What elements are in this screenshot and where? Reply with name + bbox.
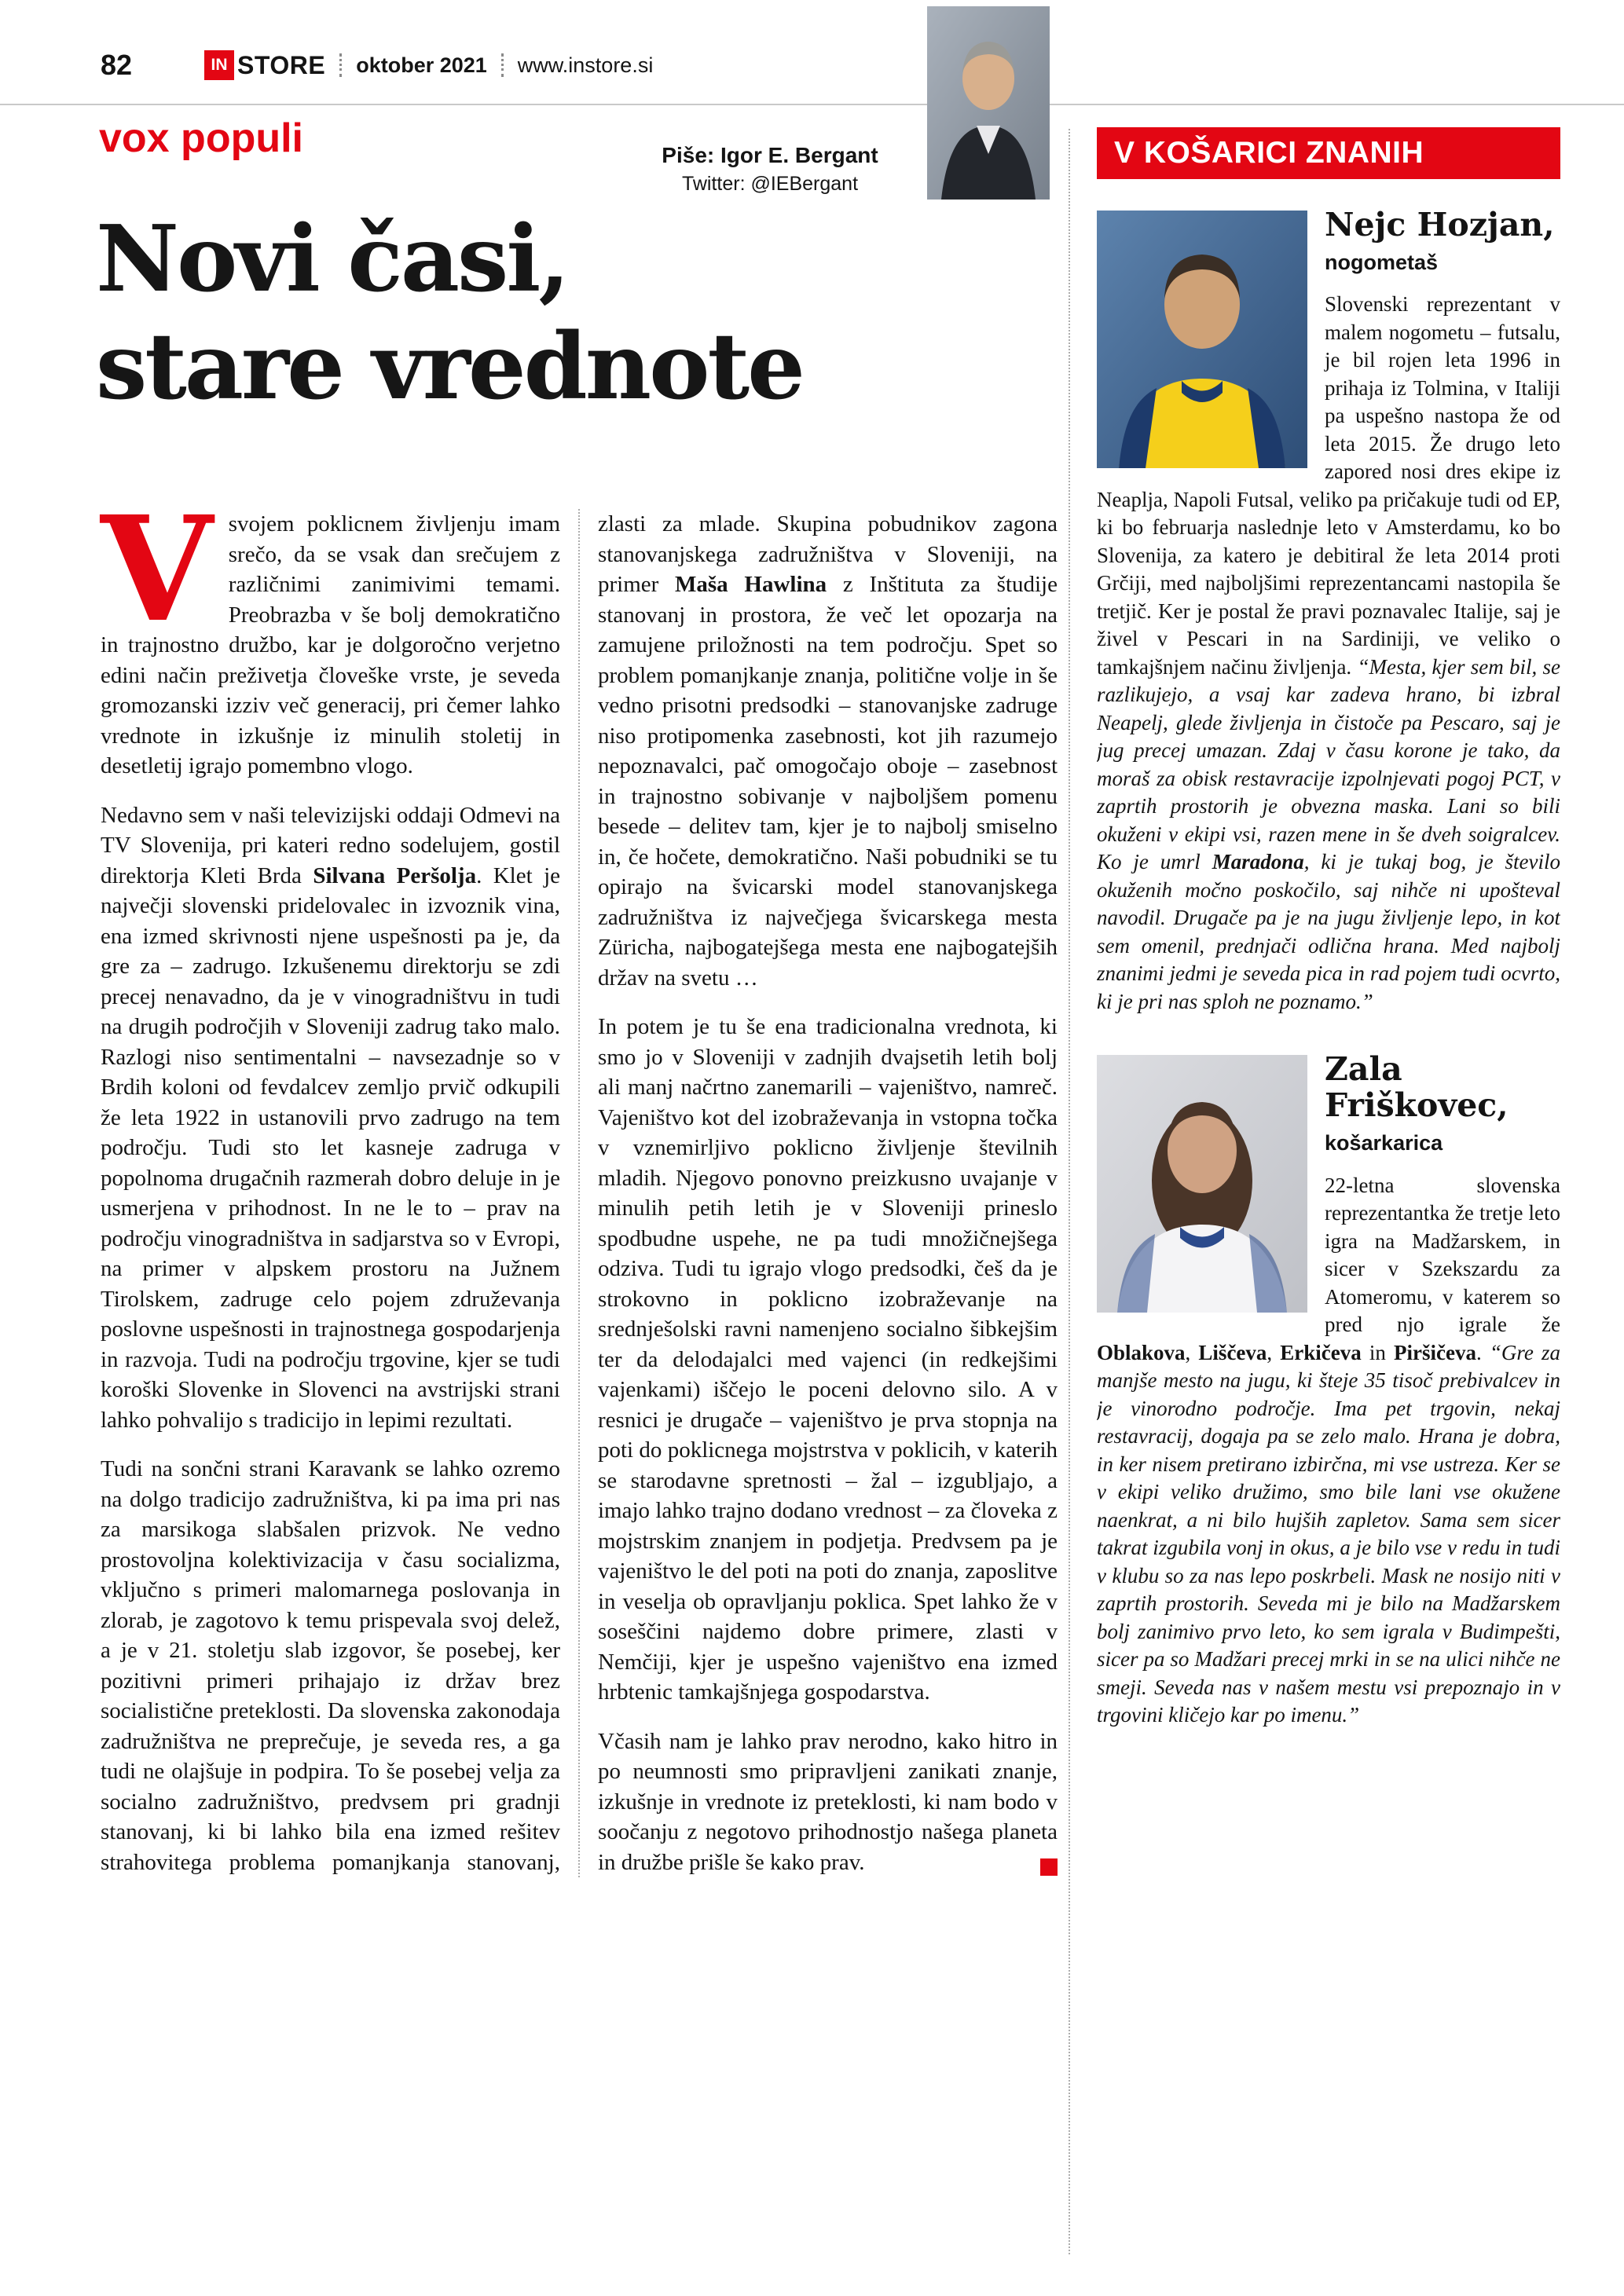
page-header	[101, 49, 1561, 82]
headline-line-1: Novi časi,	[96, 206, 568, 313]
byline-twitter: Twitter: @IEBergant	[681, 173, 859, 195]
instore-logo	[204, 50, 325, 80]
paragraph-text: Včasih nam je lahko prav nerodno, kako hitro in po neumnosti smo pripravljeni zanikati znanje, izkušnje in vrednote iz preteklosti, ki nam bodo v soočanju z negotovo prihodnostjo našega planeta in družbe prišle še kako prav.	[598, 1728, 1058, 1875]
paragraph	[598, 1012, 1058, 1708]
header-rule	[0, 104, 1624, 105]
separator-text: in	[1361, 1340, 1395, 1364]
paragraph-text: Nedavno sem v naši televizijski oddaji Odmevi na TV Slovenija, pri kateri redno sodelujem, gostil direktorja Kleti Brda	[101, 802, 560, 888]
sidebar-divider	[1069, 129, 1070, 2254]
bold-name: Maša Hawlina	[675, 572, 827, 597]
separator-text: .	[1476, 1340, 1490, 1364]
profile-role: nogometaš	[1325, 250, 1439, 274]
profile-intro: Slovenski reprezentant v malem nogometu – futsalu, je bil rojen leta 1996 in prihaja iz Tolmina, v Italiji pa uspešno nastopa že od leta 2015. Že drugo leto zapored nosi dres ekipe iz Neaplja, Napoli Futsal, veliko pa pričakuje tudi od EP, ki bo februarja naslednje leto v Amsterdamu, ko bo Slovenija, za katero je debitiral že leta 2014 proti Grčiji, med najboljšimi reprezentancami nastopila še tretjič. Ker je postal že pravi poznavalec Italije, saj je živel v Pescari in na Sardiniji, ve veliko o tamkajšnjem načinu življenja.	[1097, 292, 1560, 679]
article-headline	[96, 206, 1066, 421]
byline-author: Piše: Igor E. Bergant	[662, 143, 878, 167]
futsal-player-illustration	[1097, 211, 1307, 468]
paragraph	[101, 485, 560, 782]
drop-cap: V	[101, 485, 213, 654]
separator-text: ,	[1267, 1340, 1281, 1364]
header-separator	[339, 53, 342, 77]
bold-name: Silvana Peršolja	[313, 862, 477, 888]
byline	[625, 143, 915, 196]
author-portrait-illustration	[927, 6, 1050, 200]
bold-name: Erkičeva	[1280, 1340, 1362, 1364]
paragraph	[101, 800, 560, 1436]
profile-zala-friskovec	[1097, 1052, 1560, 1729]
bold-name: Piršičeva	[1394, 1340, 1476, 1364]
profile-quote: “Mesta, kjer sem bil, se razlikujejo, a vsaj kar zadeva hrano, bi izbral Neapelj, glede življenja in čistoče pa Pescaro, saj je jug precej umazan. Zdaj v času korone je tako, da moraš za obisk restavracije izpolnjevati pogoj PCT, v zaprtih prostorih je obvezna maska. Lani so bili okuženi v ekipi vsi, razen mene in še dveh soigralcev. Ko je umrl	[1097, 654, 1560, 874]
profile-nejc-hozjan	[1097, 207, 1560, 1016]
separator-text: ,	[1185, 1340, 1199, 1364]
bold-name: Liščeva	[1198, 1340, 1267, 1364]
paragraph-text: z Inštituta za študije stanovanj in prostora, že več let opozarja na zamujene priložnosti na tem področju. Spet so problem pomanjkanje znanja, politične volje in še vedno prisotni predsodki – stanovanjske zadruge niso protipomenka zasebnosti, kot jih razumejo nepoznavalci, pač omogočajo oboje – zasebnost in trajnostno sobivanje v najboljšem pomenu besede – delitev tam, kjer je to najbolj smiselno in, če hočete, demokratično. Naši pobudniki se tu opirajo na švicarski model stanovanjskega zadružništva iz največjega švicarskega mesta Züricha, najbogatejšega mesta ene najbogatejših držav na svetu …	[598, 572, 1058, 991]
sidebar	[1097, 127, 1560, 2273]
bold-name: Oblakova	[1097, 1340, 1186, 1364]
basketball-player-illustration	[1097, 1055, 1307, 1313]
sidebar-title: V KOŠARICI ZNANIH	[1097, 127, 1560, 179]
page-number: 82	[101, 49, 133, 81]
end-mark	[1040, 1858, 1058, 1876]
paragraph-text: In potem je tu še ena tradicionalna vrednota, ki smo jo v Sloveniji v zadnjih dvajsetih letih bolj ali manj načrtno zanemarili – vajeništvo, namreč. Vajeništvo kot del izobraževanja in vstopna točka v vznemirljivo poklicno življenje številnih mladih. Njegovo ponovno preizkusno uvajanje v minulih petih letih je v Sloveniji prineslo spodbudne uspehe, ne pa tudi množičnejšega odziva. Tudi tu igrajo vlogo predsodki, češ da je strokovno in poklicno izobraževanje na srednješolski ravni namenjeno socialno šibkejšim ter da delodajalci med vajenci (in redkejšimi vajenkami) iščejo le poceni delovno silo. A v resnici je drugače – vajeništvo je prva stopnja na poti do poklicnega mojstrstva v poklicih, v katerih se starodavne spretnosti – žal – izgubljajo, a imajo lahko trajno dodano vrednost – za človeka z mojstrskim znanjem in podjetja. Predvsem pa je vajeništvo le del poti na poti do znanja, zaposlitve in veselja ob opravljanju poklica. Spet lahko že v soseščini najdemo dobre primere, zlasti v Nemčiji, kjer je uspešno vajeništvo ena izmed hrbtenic tamkajšnjega gospodarstva.	[598, 1014, 1058, 1705]
bold-name: Maradona	[1212, 850, 1304, 874]
website-url: www.instore.si	[517, 53, 654, 77]
logo-store-text: STORE	[237, 50, 326, 79]
profile-role: košarkarica	[1325, 1131, 1443, 1155]
section-title: vox populi	[99, 115, 303, 161]
paragraph	[598, 1727, 1058, 1878]
profile-intro: 22-letna slovenska reprezentantka že tretje leto igra na Madžarskem, in sicer v Szekszardu za Atomeromu, v katerem so pred njo igrale že	[1325, 1173, 1560, 1336]
article-body	[101, 485, 1058, 1877]
paragraph-text: Tudi na sončni strani Karavank se lahko ozremo na dolgo tradicijo zadružništva, ki pa ima pri nas za marsikoga slabšalen prizvok. Ne vedno prostovoljna kolektivizacija v času socializma, vključno s primeri malomarnega poslovanja in zlorab, je zagotovo k temu prispevala svoj delež, a je v 21. stoletju slab izgovor, še posebej, ker pozitivni primeri prihajajo iz držav brez socialistične preteklosti. Da slovenska zakonodaja zadružništva ne preprečuje, je seveda res, a ga tudi ne olajšuje in podpira. To še posebej velja za socialno zadružništvo, predvsem pri gradnji stanovanj, ki bi lahko bila ena izmed rešitev strahovitega problema pomanjkanja stanovanj, zlasti za mlade. Skupina pobudnikov zagona stanovanjskega zadružništva v Sloveniji, na primer	[101, 511, 1058, 1875]
issue-date: oktober 2021	[356, 53, 487, 77]
profile-photo-nejc	[1097, 211, 1307, 468]
profile-name: Zala Friškovec,	[1325, 1050, 1509, 1125]
profile-quote: , ki je tukaj bog, je število okuženih močno poskočilo, saj nihče ni upošteval navodil. Drugače pa je na jugu življenje lepo, in kot sem omenil, prednjači odlična hrana. Med najbolj znanimi jedmi je seveda pica in rad pojem tudi ocvrto, ki je pri nas sploh ne poznamo.”	[1097, 850, 1560, 1013]
profile-quote: “Gre za manjše mesto na jugu, ki šteje 35 tisoč prebivalcev in je vinorodno področje. Ima pet trgovin, nekaj restavracij, dogaja pa se zelo malo. Hrana je dobra, in ker nisem pretirano izbirčna, mi vse ustreza. Ker se v ekipi veliko družimo, smo bile lani vse okužene naenkrat, a ni bilo hujših zapletov. Sama sem sicer takrat izgubila vonj in okus, a je bilo vse v redu in tudi v klubu so za nas lepo poskrbeli. Mask ne nosijo niti v zaprtih prostorih. Seveda mi je bilo na Madžarskem bolj zanimivo prvo leto, ko sem igrala v Budimpešti, sicer pa so Madžari precej mrki in se na ulici nihče ne smeji. Seveda nas v našem mestu vsi prepoznajo in v trgovini kličejo kar po imenu.”	[1097, 1340, 1560, 1727]
paragraph-text: svojem poklicnem življenju imam srečo, da se vsak dan srečujem z različnimi zanimivimi temami. Preobrazba v še bolj demokratično in trajnostno družbo, kar je dolgoročno verjetno edini način preživetja človeške vrste, je seveda gromozanski izziv več generacij, pri čemer lahko vrednote in izkušnje iz minulih stoletij in desetletij igrajo pomembno vlogo.	[101, 511, 560, 778]
author-photo	[927, 6, 1050, 200]
paragraph-text: . Klet je največji slovenski pridelovalec in izvoznik vina, ena izmed skrivnosti njene uspešnosti pa je, da gre za – zadrugo. Izkušenemu direktorju se zdi precej nenavadno, da je v vinogradništvu in tudi na drugih področjih v Sloveniji zadrug tako malo. Razlogi niso sentimentalni – navsezadnje so v Brdih koloni od fevdalcev zemljo prvič odkupili že leta 1922 in ustanovili prvo zadrugo na tem področju. Tudi sto let kasneje zadruga v popolnoma drugačnih razmerah dobro deluje in je usmerjena v prihodnost. In ne le to – prav na področju vinogradništva in sadjarstva so v Evropi, na primer v alpskem prostoru na Južnem Tirolskem, zadruge celo pojem združevanja poslovne uspešnosti in trajnostnega gospodarjenja in razvoja. Tudi na področju trgovine, kjer se tudi koroški Slovenke in Slovenci na avstrijski strani lahko pohvalijo s tradicijo in lepimi rezultati.	[101, 862, 561, 1433]
profile-photo-zala	[1097, 1055, 1307, 1313]
logo-in-box: IN	[204, 50, 234, 80]
header-separator	[501, 53, 504, 77]
profile-name: Nejc Hozjan,	[1325, 206, 1555, 244]
headline-line-2: stare vrednote	[96, 313, 803, 420]
